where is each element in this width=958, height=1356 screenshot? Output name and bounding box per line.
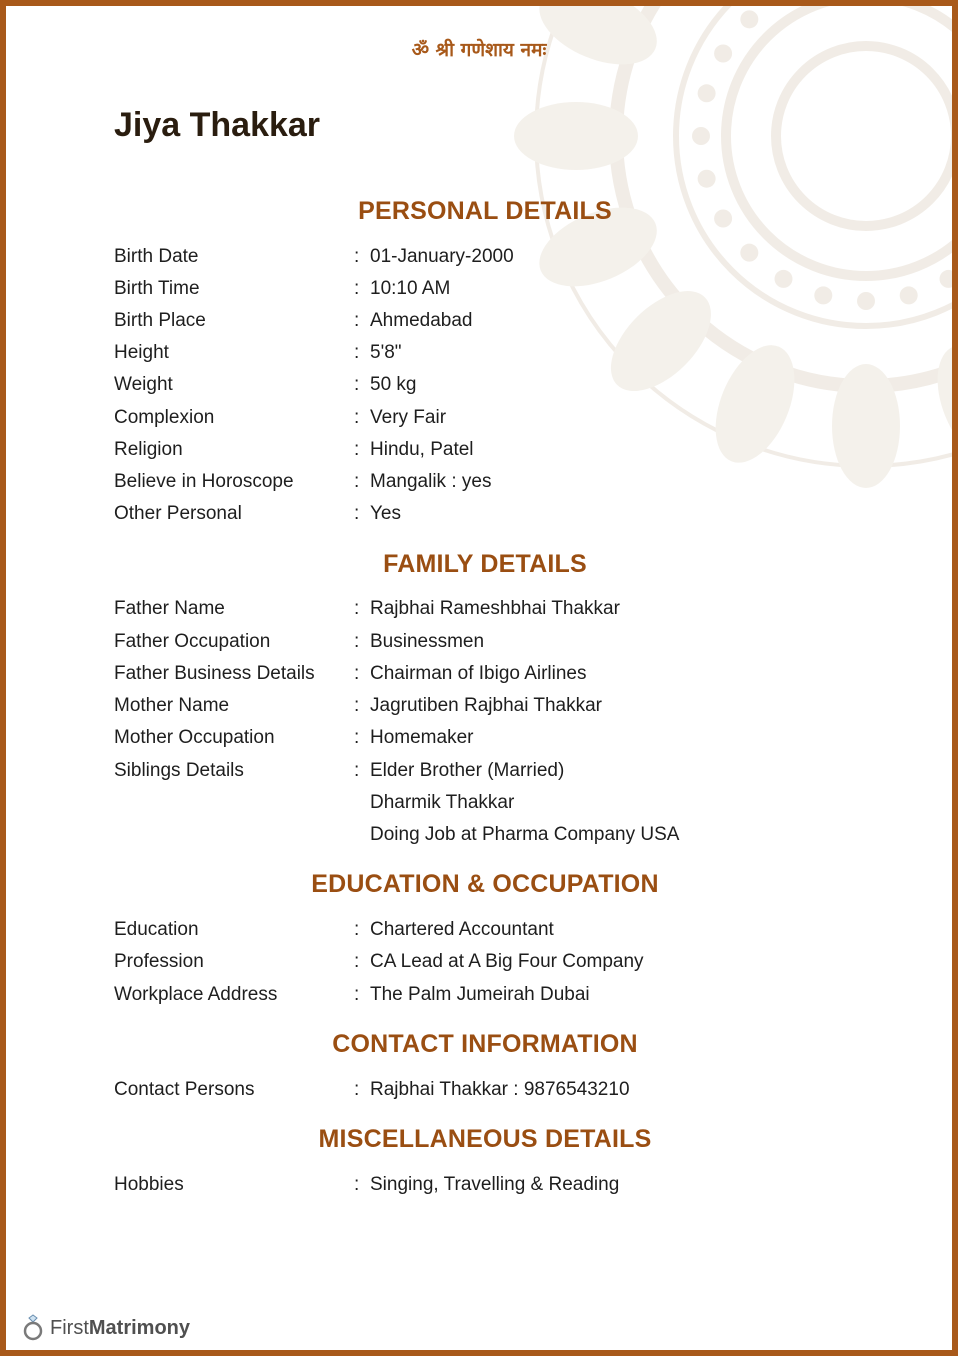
detail-row — [114, 629, 914, 655]
row-label: Birth Place — [114, 310, 206, 331]
detail-row — [114, 405, 914, 431]
row-separator: : — [354, 1174, 360, 1195]
row-separator: : — [354, 951, 360, 972]
detail-row — [114, 917, 914, 943]
row-value: 5'8" — [370, 342, 402, 363]
row-value: 01-January-2000 — [370, 246, 514, 267]
row-separator: : — [354, 598, 360, 619]
row-separator: : — [354, 695, 360, 716]
row-value: Rajbhai Thakkar : 9876543210 — [370, 1079, 630, 1100]
row-label: Other Personal — [114, 503, 242, 524]
brand-name-second: Matrimony — [88, 1316, 191, 1339]
row-label: Birth Time — [114, 278, 200, 299]
row-value: 50 kg — [370, 374, 417, 395]
row-value: Dharmik Thakkar — [370, 792, 515, 813]
detail-row — [114, 725, 914, 751]
detail-row — [114, 276, 914, 302]
detail-row — [114, 1172, 914, 1198]
row-label: Mother Occupation — [114, 727, 275, 748]
section-title-education: EDUCATION & OCCUPATION — [311, 870, 659, 898]
row-value: Rajbhai Rameshbhai Thakkar — [370, 598, 620, 619]
row-value: Chairman of Ibigo Airlines — [370, 663, 587, 684]
row-separator: : — [354, 760, 360, 781]
row-separator: : — [354, 407, 360, 428]
row-value: The Palm Jumeirah Dubai — [370, 984, 590, 1005]
row-separator: : — [354, 919, 360, 940]
row-label: Hobbies — [114, 1174, 184, 1195]
row-value: Mangalik : yes — [370, 471, 492, 492]
row-value: Doing Job at Pharma Company USA — [370, 824, 680, 845]
brand-name-first: First — [50, 1316, 89, 1339]
row-label: Profession — [114, 951, 204, 972]
row-separator: : — [354, 374, 360, 395]
detail-row — [114, 982, 914, 1008]
row-value: Homemaker — [370, 727, 474, 748]
row-label: Religion — [114, 439, 183, 460]
detail-row-continuation — [114, 822, 914, 848]
detail-row — [114, 693, 914, 719]
row-label: Father Name — [114, 598, 225, 619]
row-label: Height — [114, 342, 169, 363]
row-label: Workplace Address — [114, 984, 278, 1005]
row-value: CA Lead at A Big Four Company — [370, 951, 644, 972]
detail-row — [114, 1077, 914, 1103]
row-label: Birth Date — [114, 246, 199, 267]
row-label: Siblings Details — [114, 760, 244, 781]
profile-name: Jiya Thakkar — [114, 106, 321, 144]
detail-row — [114, 949, 914, 975]
row-separator: : — [354, 663, 360, 684]
detail-row — [114, 661, 914, 687]
row-label: Complexion — [114, 407, 215, 428]
detail-row — [114, 469, 914, 495]
row-separator: : — [354, 278, 360, 299]
detail-row — [114, 437, 914, 463]
row-separator: : — [354, 1079, 360, 1100]
row-label: Believe in Horoscope — [114, 471, 294, 492]
row-separator: : — [354, 503, 360, 524]
ring-icon — [20, 1314, 46, 1342]
row-separator: : — [354, 310, 360, 331]
row-value: Chartered Accountant — [370, 919, 554, 940]
row-separator: : — [354, 342, 360, 363]
row-value: Ahmedabad — [370, 310, 473, 331]
row-value: Yes — [370, 503, 401, 524]
row-label: Weight — [114, 374, 173, 395]
detail-row — [114, 758, 914, 784]
row-separator: : — [354, 984, 360, 1005]
row-separator: : — [354, 631, 360, 652]
row-separator: : — [354, 246, 360, 267]
detail-row — [114, 308, 914, 334]
detail-row-continuation — [114, 790, 914, 816]
row-value: Hindu, Patel — [370, 439, 474, 460]
brand-logo — [20, 1314, 190, 1342]
row-separator: : — [354, 471, 360, 492]
row-label: Father Business Details — [114, 663, 315, 684]
row-label: Education — [114, 919, 199, 940]
detail-row — [114, 340, 914, 366]
row-value: Very Fair — [370, 407, 447, 428]
section-title-contact: CONTACT INFORMATION — [332, 1030, 638, 1058]
section-title-personal: PERSONAL DETAILS — [358, 197, 612, 225]
row-value: Businessmen — [370, 631, 485, 652]
row-value: 10:10 AM — [370, 278, 451, 299]
detail-row — [114, 244, 914, 270]
detail-row — [114, 372, 914, 398]
row-value: Elder Brother (Married) — [370, 760, 565, 781]
row-separator: : — [354, 439, 360, 460]
row-value: Jagrutiben Rajbhai Thakkar — [370, 695, 603, 716]
section-title-misc: MISCELLANEOUS DETAILS — [318, 1125, 652, 1153]
detail-row — [114, 596, 914, 622]
row-label: Father Occupation — [114, 631, 271, 652]
row-value: Singing, Travelling & Reading — [370, 1174, 620, 1195]
detail-row — [114, 501, 914, 527]
section-title-family: FAMILY DETAILS — [383, 550, 587, 578]
row-label: Contact Persons — [114, 1079, 255, 1100]
row-label: Mother Name — [114, 695, 230, 716]
row-separator: : — [354, 727, 360, 748]
invocation-text: ॐ श्री गणेशाय नमः — [411, 39, 547, 61]
